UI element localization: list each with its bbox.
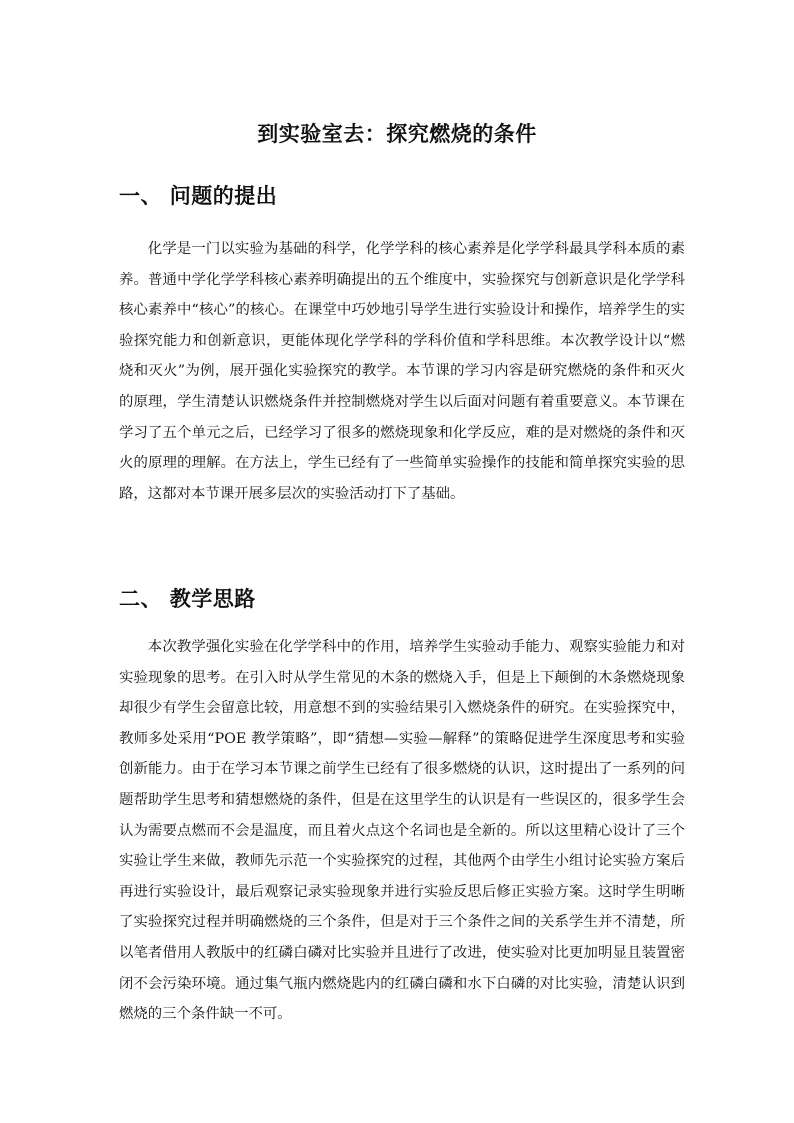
section-heading-teaching-approach: 二、 教学思路 (119, 586, 256, 611)
section-heading-problem: 一、 问题的提出 (119, 183, 278, 208)
section-paragraph-problem: 化学是一门以实验为基础的科学，化学学科的核心素养是化学学科最具学科本质的素养。普通中学化学学科核心素养明确提出的五个维度中，实验探究与创新意识是化学学科核心素养中“核心”的核心。在课堂中巧妙地引导学生进行实验设计和操作，培养学生的实验探究能力和创新意识，更能体现化学学科的学科价值和学科思维。本次教学设计以“燃烧和灭火”为例，展开强化实验探究的教学。本节课的学习内容是研究燃烧的条件和灭火的原理，学生清楚认识燃烧条件并控制燃烧对学生以后面对问题有着重要意义。本节课在学习了五个单元之后，已经学习了很多的燃烧现象和化学反应，难的是对燃烧的条件和灭火的原理的理解。在方法上，学生已经有了一些简单实验操作的技能和简单探究实验的思路，这都对本节课开展多层次的实验活动打下了基础。 (119, 241, 685, 502)
document-title: 到实验室去：探究燃烧的条件 (257, 121, 537, 146)
section-paragraph-teaching-approach: 本次教学强化实验在化学学科中的作用，培养学生实验动手能力、观察实验能力和对实验现象的思考。在引入时从学生常见的木条的燃烧入手，但是上下颠倒的木条燃烧现象却很少有学生会留意比较，用意想不到的实验结果引入燃烧条件的研究。在实验探究中，教师多处采用“POE 教学策略”，即“猜想—实验—解释”的策略促进学生深度思考和实验创新能力。由于在学习本节课之前学生已经有了很多燃烧的认识，这时提出了一系列的问题帮助学生思考和猜想燃烧的条件，但是在这里学生的认识是有一些误区的，很多学生会认为需要点燃而不会是温度，而且着火点这个名词也是全新的。所以这里精心设计了三个实验让学生来做，教师先示范一个实验探究的过程，其他两个由学生小组讨论实验方案后再进行实验设计，最后观察记录实验现象并进行实验反思后修正实验方案。这时学生明晰了实验探究过程并明确燃烧的三个条件，但是对于三个条件之间的关系学生并不清楚，所以笔者借用人教版中的红磷白磷对比实验并且进行了改进，使实验对比更加明显且装置密闭不会污染环境。通过集气瓶内燃烧匙内的红磷白磷和水下白磷的对比实验，清楚认识到燃烧的三个条件缺一不可。 (119, 639, 685, 1023)
